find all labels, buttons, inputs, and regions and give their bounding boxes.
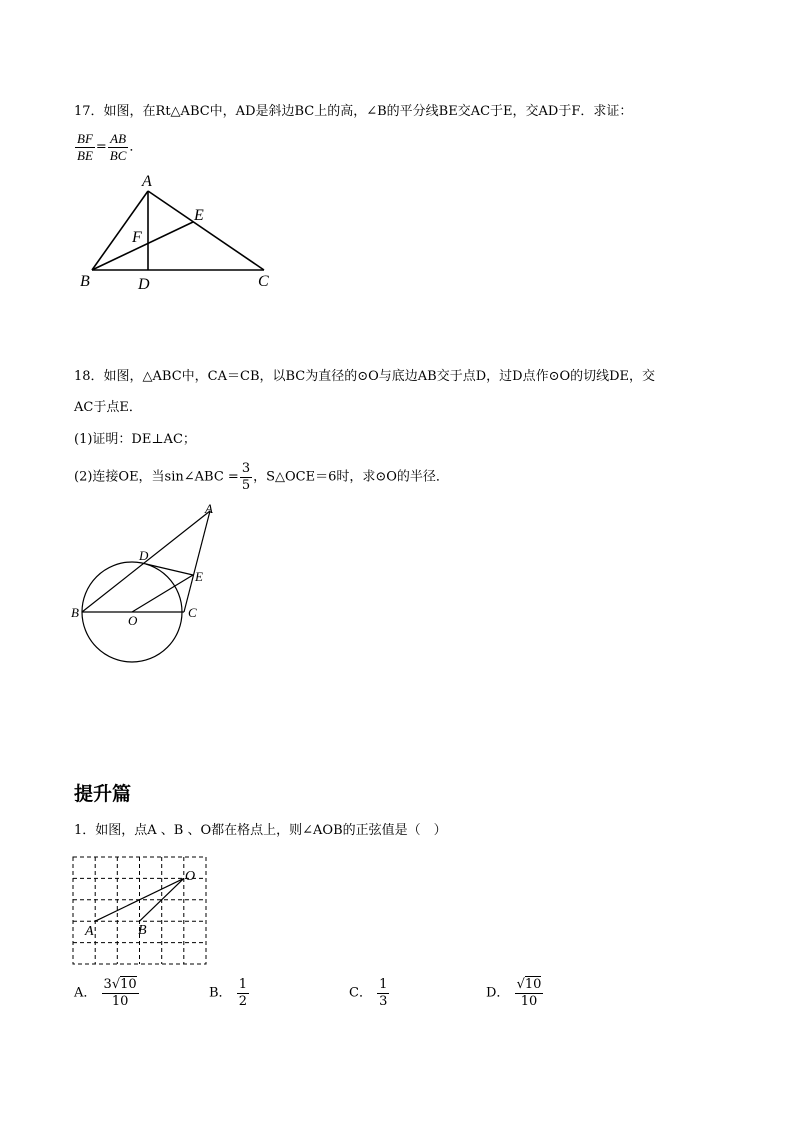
q17-label-c: C	[258, 273, 269, 290]
q17-bisector-be	[92, 222, 193, 270]
q1-option-d: D． $\frac{√10}{10}$	[486, 977, 542, 1009]
q1-label-a: A	[85, 924, 94, 939]
q17-frac-right: $\frac{AB}{BC}$	[109, 131, 127, 163]
q18-segment-oe	[132, 575, 193, 612]
q18-part2: (2)连接OE，当sin∠ABC = $\frac{3}{5}$ ，S△OCE＝6时，求⊙O的半径．	[74, 461, 449, 493]
section-title: 提升篇	[74, 783, 132, 805]
q17-label-b: B	[80, 273, 90, 290]
q17-label-d: D	[138, 276, 150, 293]
q18-statement-line1: 18．如图，△ABC中，CA＝CB，以BC为直径的⊙O与底边AB交于点D，过D点作⊙O的切线DE，交	[74, 369, 656, 384]
q17-triangle-figure	[70, 168, 285, 293]
q18-part2-frac: $\frac{3}{5}$	[241, 461, 251, 493]
q1-statement: 1．如图，点A 、B 、O都在格点上，则∠AOB的正弦值是（ ）	[74, 823, 447, 838]
q18-label-a: A	[205, 501, 213, 516]
q1-grid-figure	[68, 852, 213, 970]
q1-option-b-frac: $\frac{1}{2}$	[238, 977, 247, 1009]
q18-label-b: B	[71, 605, 79, 620]
q17-statement: 17．如图，在Rt△ABC中，AD是斜边BC上的高，∠B的平分线BE交AC于E，交AD于F．求证：	[74, 104, 633, 119]
q18-part1: (1)证明：DE⊥AC；	[74, 432, 196, 447]
q18-tangent-de	[146, 564, 193, 575]
q18-side-ac	[184, 511, 210, 612]
q18-label-e: E	[195, 569, 203, 584]
q1-label-o: O	[185, 869, 196, 884]
q1-option-a: A． $\frac{3√10}{10}$	[74, 977, 137, 1009]
q17-frac-left: $\frac{BF}{BE}$	[77, 131, 93, 163]
q18-circle-figure	[62, 498, 232, 670]
q18-statement-line2: AC于点E．	[74, 400, 142, 415]
q18-label-o: O	[128, 613, 138, 628]
q1-option-d-frac: $\frac{√10}{10}$	[516, 977, 542, 1009]
q1-option-c: C． $\frac{1}{3}$	[349, 977, 388, 1009]
q1-label-b: B	[138, 923, 147, 938]
q17-label-e: E	[194, 207, 204, 224]
q18-label-d: D	[139, 548, 149, 563]
q17-equation: $\frac{BF}{BE}$ = $\frac{AB}{BC}$ ．	[77, 131, 143, 163]
q17-label-a: A	[142, 173, 152, 190]
q17-side-ac	[148, 191, 264, 270]
q1-option-c-frac: $\frac{1}{3}$	[379, 977, 388, 1009]
q1-option-b: B． $\frac{1}{2}$	[209, 977, 247, 1009]
q17-label-f: F	[132, 229, 142, 246]
q18-label-c: C	[188, 605, 197, 620]
q1-option-a-frac: $\frac{3√10}{10}$	[103, 977, 137, 1009]
